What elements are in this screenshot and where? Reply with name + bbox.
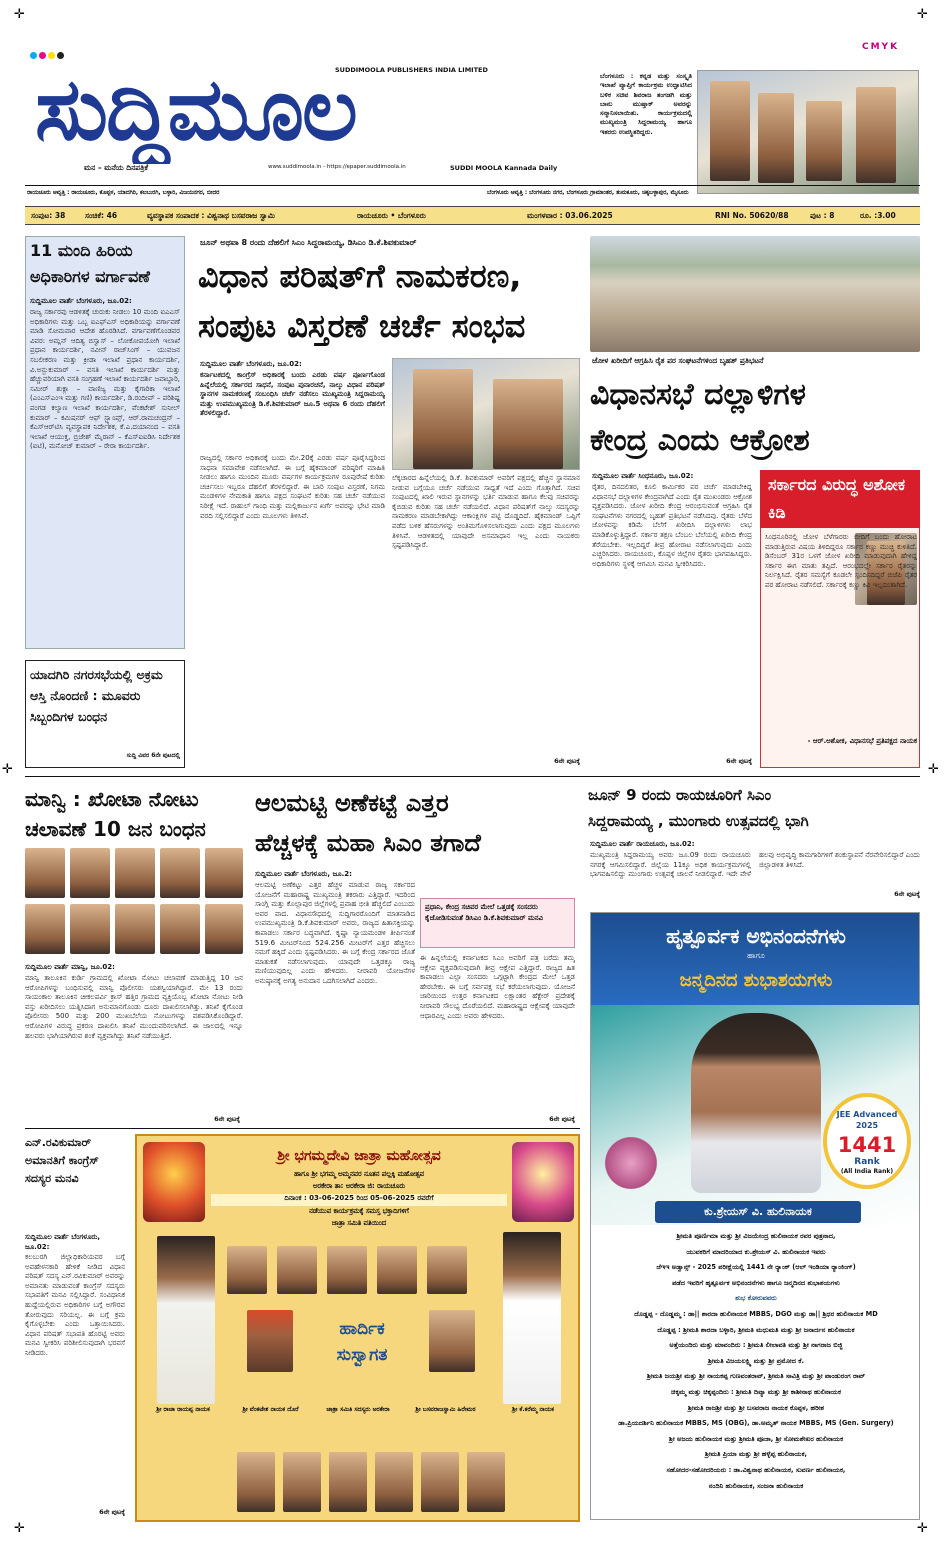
congrats-line: ದೊಡ್ಡಪ್ಪ : ಶ್ರೀಮತಿ ಶಾರದಾ ಬಳ್ಳಾರಿ, ಶ್ರೀಮತಿ ಮಧುಮತಿ ಮತ್ತು ಶ್ರೀ ಜನಾರ್ದನ ಹುಲಿನಾಯಕ xyxy=(657,1325,855,1334)
farmers-photo xyxy=(590,236,920,352)
congrats-line: ಶ್ರೀ ಅಜಯ ಹುಲಿನಾಯಕ ಮತ್ತು ಶ್ರೀಮತಿ ಪೂಜಾ, ಶ್ರೀ ಸೋಮಶೇಖರ ಹುಲಿನಾಯಕ xyxy=(668,1434,844,1443)
section-rule-2 xyxy=(25,1128,580,1129)
accused-photo xyxy=(205,904,243,954)
jatra-name: ಶ್ರೀ ವೆಂಕಟೇಶ ನಾಯಕ ದೊರೆ xyxy=(242,1406,299,1413)
committee-photo xyxy=(283,1452,321,1512)
committee-photo xyxy=(329,1452,367,1512)
farmers-caption: ಜೋಳ ಖರೀದಿಗೆ ಆಗ್ರಹಿಸಿ ರೈತ ಪರ ಸಂಘಟನೆಗಳಿಂದ ಬೃಹತ್ ಪ್ರತಿಭಟನೆ xyxy=(592,356,764,365)
registration-mark-bottom-right: ✛ xyxy=(917,1521,928,1536)
committee-photo xyxy=(467,1452,505,1512)
cm-visit-body: ಮುಖ್ಯಮಂತ್ರಿ ಸಿದ್ದರಾಮಯ್ಯ ಅವರು ಜೂ.09 ರಂದು ರಾಯಚೂರು ನಗರಕ್ಕೆ ಆಗಮಿಸಲಿದ್ದಾರೆ. ಜಿಲ್ಲೆಯ 11ಕ್ಕೂ ಅಧಿಕ ಕಾರ್ಯಕ್ರಮಗಳಲ್ಲಿ ಭಾಗವಹಿಸಲಿದ್ದು ಮುಂಗಾರು ಉತ್ಸವಕ್ಕೆ ಚಾಲನೆ ನೀಡಲಿದ್ದಾರೆ. ಇದೇ ವೇಳೆ ಹಲವು ಅಭಿವೃದ್ಧಿ ಕಾಮಗಾರಿಗಳಿಗೆ ಶಂಕುಸ್ಥಾಪನೆ ನೆರವೇರಿಸಲಿದ್ದಾರೆ ಎಂದು ಜಿಲ್ಲಾಡಳಿತ ತಿಳಿಸಿದೆ. xyxy=(590,851,920,879)
jatra-name: ಶ್ರೀ ಬಸವರಾಜಸ್ವಾಮಿ ಹಿರೇಮಠ xyxy=(415,1406,476,1413)
almatti-headline-line1: ಆಲಮಟ್ಟಿ ಅಣೆಕಟ್ಟೆ ಎತ್ತರ xyxy=(255,789,449,817)
editor-label: ವ್ಯವಸ್ಥಾಪಕ ಸಂಪಾದಕ : ವಿಶ್ವನಾಥ ಬಸವರಾಜ ಸ್ವಾಮಿ xyxy=(147,210,275,220)
congrats-ad xyxy=(590,912,920,1520)
congrats-line: ದೊಡ್ಡಪ್ಪ - ದೊಡ್ಡಮ್ಮ : ಡಾ|| ಶಾರದಾ ಹುಲಿನಾಯಕ MBBS, DGO ಮತ್ತು ಡಾ|| ಶ್ರಿಧರ ಹುಲಿನಾಯಕ MD xyxy=(634,1309,878,1318)
jatra-dates: ದಿನಾಂಕ : 03-06-2025 ರಿಂದ 05-06-2025 ರವರೆಗೆ xyxy=(211,1194,507,1206)
masthead-website: www.suddimoola.in - https://epaper.suddimoola.in xyxy=(268,164,406,170)
transfers-headline: 11 ಮಂದಿ ಹಿರಿಯ ಅಧಿಕಾರಿಗಳ ವರ್ಗಾವಣೆ xyxy=(30,241,150,286)
publisher-name: SUDDIMOOLA PUBLISHERS INDIA LIMITED xyxy=(335,66,488,74)
jatra-line3: ಜಾತ್ರಾ ಸಮಿತಿ ವತಿಯಿಂದ xyxy=(331,1219,387,1227)
leader-photo xyxy=(277,1246,317,1294)
accused-photos xyxy=(25,848,243,958)
accused-photo xyxy=(205,848,243,898)
congrats-line: ನಂದಿನಿ ಹುಲಿನಾಯಕ, ಸಂಜನಾ ಹುಲಿನಾಯಕ xyxy=(708,1481,804,1490)
cm-visit-headline-line1: ಜೂನ್ 9 ರಂದು ರಾಯಚೂರಿಗೆ ಸಿಎಂ xyxy=(588,786,772,804)
accused-photo xyxy=(25,848,65,898)
goddess-image-right xyxy=(512,1142,574,1222)
registration-mark-mid-left: ✛ xyxy=(2,762,13,777)
jatra-welcome-2: ಸುಸ್ವಾಗತ xyxy=(336,1345,388,1365)
congrats-ad-lines xyxy=(599,1229,913,1515)
jee-badge-sub: (All India Rank) xyxy=(840,1168,894,1175)
almatti-box: ಪ್ರಧಾನಿ, ಕೇಂದ್ರ ಸಚಿವರ ಮೇಲೆ ಒತ್ತಡಕ್ಕೆ ಸಂಸದರು ಕೈಜೋಡಿಸುವಂತೆ ಡಿಸಿಎಂ ಡಿ.ಕೆ.ಶಿವಕುಮಾರ್ ಮನವಿ xyxy=(420,898,575,948)
masthead-title: ಸುದ್ದಿಮೂಲ xyxy=(35,60,356,160)
cm-visit-byline: ಸುದ್ದಿಮೂಲ ವಾರ್ತೆ ರಾಯಚೂರು, ಜೂ.02: xyxy=(590,840,695,848)
flowers-decoration xyxy=(601,1133,661,1193)
transfers-byline: ಸುದ್ದಿಮೂಲ ವಾರ್ತೆ ಬೆಂಗಳೂರು, ಜೂ.02: xyxy=(30,297,132,305)
accused-photo xyxy=(70,848,110,898)
congrats-line: ಪಡೆದ ಇವರಿಗೆ ಹೃತ್ಪೂರ್ವಕ ಅಭಿನಂದನೆಗಳು ಹಾಗೂ ಜನ್ಮದಿನದ ಶುಭಾಶಯಗಳು xyxy=(672,1278,840,1287)
congrats-line: ಶ್ರೀಮತಿ ವಿಜಯಲಕ್ಷ್ಮಿ ಮತ್ತು ಶ್ರೀ ಪ್ರಮೋದ ಕೆ. xyxy=(708,1356,804,1365)
congrats-ad-and: ಹಾಗೂ xyxy=(747,951,765,960)
pages-label: ಪುಟ : 8 xyxy=(810,210,835,220)
committee-photo xyxy=(375,1452,413,1512)
accused-photo xyxy=(70,904,110,954)
jatra-line2: ನಡೆಯುವ ಕಾರ್ಯಕ್ರಮಕ್ಕೆ ಸಮಸ್ತ ಭಕ್ತಾದಿಗಳಿಗೆ xyxy=(309,1207,409,1215)
ravi-byline: ಸುದ್ದಿಮೂಲ ವಾರ್ತೆ ಬೆಂಗಳೂರು, ಜೂ.02: xyxy=(25,1233,101,1251)
lead-kicker: ಜೂನ್ ಅಥವಾ 8 ರಂದು ದೆಹಲಿಗೆ ಸಿಎಂ ಸಿದ್ದರಾಮಯ್ಯ, ಡಿಸಿಎಂ ಡಿ.ಕೆ.ಶಿವಕುಮಾರ್ xyxy=(200,238,417,247)
jatra-title: ಶ್ರೀ ಭಗಮ್ಮದೇವಿ ಜಾತ್ರಾ ಮಹೋತ್ಸವ xyxy=(277,1148,441,1164)
farmers-body: ರೈತರ, ದಿನದಲಿತರ, ಕೂಲಿ ಕಾರ್ಮಿಕರ ಪರ ಚರ್ಚೆ ಮಾಡಬೇಕಿದ್ದ ವಿಧಾನಸಭೆ ದಲ್ಲಾಳಿಗಳ ಕೇಂದ್ರವಾಗಿದೆ ಎಂದು ರೈತ ಮುಖಂಡರು ಆಕ್ರೋಶ ವ್ಯಕ್ತಪಡಿಸಿದರು. ಜೋಳ ಖರೀದಿ ಕೇಂದ್ರ ಆರಂಭಿಸುವಂತೆ ಆಗ್ರಹಿಸಿ ರೈತ ಸಂಘಟನೆಗಳು ನಗರದಲ್ಲಿ ಬೃಹತ್ ಪ್ರತಿಭಟನೆ ನಡೆಸಿದವು. ರೈತರು ಬೆಳೆದ ಜೋಳವನ್ನು ಕಡಿಮೆ ಬೆಲೆಗೆ ಖರೀದಿಸಿ ದಲ್ಲಾಳಿಗಳು ಲಾಭ ಮಾಡಿಕೊಳ್ಳುತ್ತಿದ್ದಾರೆ. ಸರ್ಕಾರ ತಕ್ಷಣ ಬೆಂಬಲ ಬೆಲೆಯಲ್ಲಿ ಖರೀದಿ ಕೇಂದ್ರ ತೆರೆಯಬೇಕು. ಇಲ್ಲದಿದ್ದರೆ ತೀವ್ರ ಹೋರಾಟ ನಡೆಸಲಾಗುವುದು ಎಂದು ಎಚ್ಚರಿಸಿದರು. ರಾಯಚೂರು, ಕೊಪ್ಪಳ ಜಿಲ್ಲೆಗಳ ರೈತರು ಭಾಗವಹಿಸಿದ್ದರು. ಅಧಿಕಾರಿಗಳು ಸ್ಥಳಕ್ಕೆ ಆಗಮಿಸಿ ಮನವಿ ಸ್ವೀಕರಿಸಿದರು. xyxy=(592,483,752,568)
jatra-name: ಜಾತ್ರಾ ಸಮಿತಿ ಸದಸ್ಯರು ಅರಕೇರಾ xyxy=(326,1406,390,1413)
accused-photo xyxy=(160,904,200,954)
congrats-line: ಶ್ರೀಮತಿ ಪೂರ್ಣಿಮಾ ಮತ್ತು ಶ್ರೀ ವಿಜಯೇಂದ್ರ ಹುಲಿನಾಯಕ ರವರ ಪುತ್ರನಾದ, xyxy=(676,1232,836,1240)
congrats-line: ಶುಭ ಕೋರುವವರು xyxy=(735,1294,777,1303)
lead-lede: ಕರ್ನಾಟಕದಲ್ಲಿ ಕಾಂಗ್ರೆಸ್ ಅಧಿಕಾರಕ್ಕೆ ಬಂದು ಎರಡು ವರ್ಷ ಪೂರ್ಣಗೊಂಡ ಹಿನ್ನೆಲೆಯಲ್ಲಿ ಸರ್ಕಾರದ ಸಾಧನೆ, ಸಂಪುಟ ಪುನಾರಚನೆ, ನಾಲ್ಕು ವಿಧಾನ ಪರಿಷತ್ ಸ್ಥಾನಗಳ ನಾಮಕರಣಕ್ಕೆ ಸಂಬಂಧಿಸಿ ಚರ್ಚೆ ನಡೆಸಲು ಮುಖ್ಯಮಂತ್ರಿ ಸಿದ್ದರಾಮಯ್ಯ ಮತ್ತು ಉಪಮುಖ್ಯಮಂತ್ರಿ ಡಿ.ಕೆ.ಶಿವಕುಮಾರ್ ಜೂ.5 ಅಥವಾ 6 ರಂದು ದೆಹಲಿಗೆ ತೆರಳಲಿದ್ದಾರೆ. xyxy=(200,371,385,418)
jee-badge-title: JEE Advanced 2025 xyxy=(836,1110,898,1130)
notes-headline-line2: ಚಲಾವಣೆ 10 ಜನ ಬಂಧನ xyxy=(25,817,206,841)
farmers-more: 6ನೇ ಪುಟಕ್ಕೆ xyxy=(726,757,752,765)
congrats-line: ಜೆಇಇ ಅಡ್ವಾನ್ಸ್ - 2025 ಪರೀಕ್ಷೆಯಲ್ಲಿ 1441 ನೇ ರ‍್ಯಾಂಕ್ (ಆಲ್ ಇಂಡಿಯಾ ರ‍್ಯಾಂಕಿಂಗ್) xyxy=(656,1263,856,1272)
top-photo-caption: ಬೆಂಗಳೂರು : ಕನ್ನಡ ಮತ್ತು ಸಂಸ್ಕೃತಿ ಇಲಾಖೆ ವ್ಯಾಪ್ತಿಗೆ ಕಾರ್ಯಕ್ರಮ ಉದ್ಘಾಟಿಸಿದ ಬಳಿಕ ಸಚಿವ ಶಿವರಾಜ ತಂಗಡಗಿ ಮತ್ತು ಬಾನು ಮುಷ್ತಾಕ್ ಅವರನ್ನು ಸನ್ಮಾನಿಸಲಾಯಿತು. ಕಾರ್ಯಕ್ರಮದಲ್ಲಿ ಮುಖ್ಯಮಂತ್ರಿ ಸಿದ್ದರಾಮಯ್ಯ ಹಾಗೂ ಇತರರು ಉಪಸ್ಥಿತರಿದ್ದರು. xyxy=(600,72,692,136)
rni-label: RNI No. 50620/88 xyxy=(715,211,789,220)
farmers-headline-line2: ಕೇಂದ್ರ ಎಂದು ಆಕ್ರೋಶ xyxy=(590,423,810,458)
jatra-name: ಶ್ರೀ ಕೆ.ಕರೆಮ್ಮ ನಾಯಕ xyxy=(512,1406,554,1413)
ravi-body: ಕಲಬುರಗಿ ಜಿಲ್ಲಾಧಿಕಾರಿಯವರ ಬಗ್ಗೆ ಅವಹೇಳನಕಾರಿ ಹೇಳಿಕೆ ನೀಡಿದ ವಿಧಾನ ಪರಿಷತ್ ಸದಸ್ಯ ಎನ್.ರವಿಕುಮಾರ್ ಅವರನ್ನು ಅಮಾನತು ಮಾಡುವಂತೆ ಕಾಂಗ್ರೆಸ್ ಸದಸ್ಯರು ಸಭಾಪತಿಗೆ ಮನವಿ ಸಲ್ಲಿಸಿದ್ದಾರೆ. ಸಂವಿಧಾನಿಕ ಹುದ್ದೆಯಲ್ಲಿರುವ ಅಧಿಕಾರಿಗಳ ಬಗ್ಗೆ ಅಗೌರವ ತೋರುವುದು ಸರಿಯಲ್ಲ. ಈ ಬಗ್ಗೆ ಕ್ರಮ ಕೈಗೊಳ್ಳಬೇಕು ಎಂದು ಒತ್ತಾಯಿಸಿದರು. ವಿಧಾನ ಪರಿಷತ್ ಸಭಾಪತಿ ಹೊರಟ್ಟಿ ಅವರು ಮನವಿ ಸ್ವೀಕರಿಸಿ ಪರಿಶೀಲಿಸುವುದಾಗಿ ಭರವಸೆ ನೀಡಿದರು. xyxy=(25,1253,125,1357)
almatti-more: 6ನೇ ಪುಟಕ್ಕೆ xyxy=(549,1115,575,1123)
cm-visit-more: 6ನೇ ಪುಟಕ್ಕೆ xyxy=(894,890,920,898)
ravi-more: 6ನೇ ಪುಟಕ್ಕೆ xyxy=(99,1508,125,1516)
ashoka-body: ಸಿಂಧನೂರಿನಲ್ಲಿ ಜೋಳ ಬೆಳೆಗಾರರು ಬೀದಿಗೆ ಬಂದು ಹೋರಾಟ ಮಾಡುತ್ತಿರುವ ವಿಷಯ ತಿಳಿದಿದ್ದರೂ ಸರ್ಕಾರ ಕಣ್ಣು ಮುಚ್ಚಿ ಕುಳಿತಿದೆ. ಡಿಸೆಂಬರ್ 31ರ ಒಳಗೆ ಜೋಳ ಖರೀದಿ ಮಾಡುವುದಾಗಿ ಹೇಳಿದ್ದ ಸರ್ಕಾರ ಈಗ ಮಾತು ತಪ್ಪಿದೆ. ಆರಂಭದಲ್ಲೇ ಸರ್ಕಾರ ರೈತರನ್ನು ನಿರ್ಲಕ್ಷಿಸಿದೆ. ರೈತರ ಸಮಸ್ಯೆಗೆ ಕೂಡಲೇ ಸ್ಪಂದಿಸದಿದ್ದರೆ ಬಿಜೆಪಿ ರೈತರ ಪರ ಹೋರಾಟ ನಡೆಸಲಿದೆ. ಸರ್ಕಾರಕ್ಕೆ ಕಣ್ಣು ಕಿವಿ ಇಲ್ಲದಂತಾಗಿದೆ. xyxy=(765,533,917,589)
jatra-welcome-1: ಹಾರ್ದಿಕ xyxy=(339,1319,385,1339)
accused-photo xyxy=(160,848,200,898)
leader-photo xyxy=(327,1246,367,1294)
congrats-line: ಶ್ರೀಮತಿ ಜಯಶ್ರೀ ಮತ್ತು ಶ್ರೀ ನಾಯಕಪ್ಪ ಗುಣವಂತರಾವ್, ಶ್ರೀಮತಿ ಸಾವಿತ್ರಿ ಮತ್ತು ಶ್ರೀ ಪಾಂಡುರಂಗ ರಾವ್ xyxy=(646,1372,866,1381)
yadgir-more: ಸುದ್ದಿ ವಿವರ 6ನೇ ಪುಟದಲ್ಲಿ xyxy=(126,752,180,759)
edition-left: ರಾಯಚೂರು ಆವೃತ್ತಿ : ರಾಯಚೂರು, ಕೊಪ್ಪಳ, ಯಾದಗಿರಿ, ಕಲಬುರಗಿ, ಬಳ್ಳಾರಿ, ವಿಜಯನಗರ, ಬೀದರ xyxy=(27,190,220,196)
lead-headline-line2: ಸಂಪುಟ ವಿಸ್ತರಣೆ ಚರ್ಚೆ ಸಂಭವ xyxy=(198,307,526,345)
jatra-subtitle: ಹಾಗೂ ಶ್ರೀ ಭಗಮ್ಮ ಅಮ್ಮನವರ ನೂತನ ಪಲ್ಲಕ್ಕಿ ಮಹೋತ್ಸವ xyxy=(294,1170,424,1178)
registration-mark-top-right: ✛ xyxy=(917,7,928,22)
notes-headline-line1: ಮಾನ್ವಿ : ಖೋಟಾ ನೋಟು xyxy=(25,787,199,811)
notes-body: ಮಾನ್ವಿ ತಾಲೂಕಿನ ಕುರ್ಡಿ ಗ್ರಾಮದಲ್ಲಿ ಖೋಟಾ ನೋಟು ಚಲಾವಣೆ ಮಾಡುತ್ತಿದ್ದ 10 ಜನ ಆರೋಪಿಗಳನ್ನು ಬಂಧಿಸುವಲ್ಲಿ ಮಾನ್ವಿ ಪೊಲೀಸರು ಯಶಸ್ವಿಯಾಗಿದ್ದಾರೆ. ಮೇ 13 ರಂದು ಸಾಯಂಕಾಲ ತಾಲೂಕಿನ ಚೀಕಲಪರ್ವಿ ಕ್ರಾಸ್ ಹತ್ತಿರ ಗ್ರಾಮದ ವ್ಯಕ್ತಿಯೊಬ್ಬ ಖೋಟಾ ನೋಟು ನೀಡಿ ವಸ್ತು ಖರೀದಿಸಲು ಯತ್ನಿಸಿದಾಗ ಅನುಮಾನಗೊಂಡು ದೂರು ದಾಖಲಿಸಲಾಗಿತ್ತು. ತನಿಖೆ ಕೈಗೊಂಡ ಪೊಲೀಸರು 500 ಮತ್ತು 200 ಮುಖಬೆಲೆಯ ನೋಟುಗಳನ್ನು ವಶಪಡಿಸಿಕೊಂಡಿದ್ದಾರೆ. ಆರೋಪಿಗಳ ವಿರುದ್ಧ ಪ್ರಕರಣ ದಾಖಲಿಸಿ ತನಿಖೆ ಮುಂದುವರಿಸಲಾಗಿದೆ. ಈ ಜಾಲದಲ್ಲಿ ಇನ್ನೂ ಹಲವರು ಭಾಗಿಯಾಗಿರುವ ಶಂಕೆ ವ್ಯಕ್ತವಾಗಿದ್ದು ತನಿಖೆ ನಡೆಯುತ್ತಿದೆ. xyxy=(25,974,243,1040)
registration-mark-bottom-left: ✛ xyxy=(14,1521,25,1536)
congrats-line: ಶ್ರೀಮತಿ ರಾಜಶ್ರೀ ಮತ್ತು ಶ್ರೀ ಬಸವರಾಜ ನಾಯಕ ಕೊಪ್ಪಳ, ಹರೀಶ xyxy=(687,1403,825,1412)
section-rule-1 xyxy=(25,776,920,777)
congrats-line: ಯುವಕರಿಗೆ ಮಾದರಿಯಾದ ಕು.ಶ್ರೇಯಸ್ ವಿ. ಹುಲಿನಾಯಕ ಇವರು xyxy=(686,1247,826,1256)
jatra-names xyxy=(143,1406,573,1446)
lead-headline-line1: ವಿಧಾನ ಪರಿಷತ್‌ಗೆ ನಾಮಕರಣ, xyxy=(198,257,522,295)
ravi-headline: ಎನ್.ರವಿಕುಮಾರ್ ಅಮಾನತಿಗೆ ಕಾಂಗ್ರೆಸ್ ಸದಸ್ಯರ ಮನವಿ xyxy=(25,1136,99,1185)
accused-photo xyxy=(115,848,155,898)
committee-photo xyxy=(237,1452,275,1512)
student-photo xyxy=(691,1013,821,1193)
cities-label: ರಾಯಚೂರು • ಬೆಂಗಳೂರು xyxy=(357,210,426,220)
congrats-line: ಸಹೋದರ-ಸಹೋದರಿಯರು : ಡಾ.ವಿಶ್ವನಾಥ ಹುಲಿನಾಯಕ, ಸುವರ್ಣ ಹುಲಿನಾಯಕ, xyxy=(666,1465,846,1474)
leader-photo xyxy=(503,1232,561,1404)
leader-photo xyxy=(429,1310,475,1372)
lead-byline: ಸುದ್ದಿಮೂಲ ವಾರ್ತೆ ಬೆಂಗಳೂರು, ಜೂ.02: xyxy=(200,360,302,368)
jee-badge-rank-label: Rank xyxy=(854,1157,880,1167)
accused-photo xyxy=(25,904,65,954)
volume-label: ಸಂಪುಟ: 38 xyxy=(31,210,66,220)
top-news-photo xyxy=(697,70,919,194)
almatti-byline: ಸುದ್ದಿಮೂಲ ವಾರ್ತೆ ಬೆಂಗಳೂರು, ಜೂ.2: xyxy=(255,870,352,878)
notes-more: 6ನೇ ಪುಟಕ್ಕೆ xyxy=(214,1115,240,1123)
transfers-body: ರಾಜ್ಯ ಸರ್ಕಾರವು ಆಡಳಿತಕ್ಕೆ ಚುರುಕು ನೀಡಲು 10 ಮಂದಿ ಐಎಎಸ್ ಅಧಿಕಾರಿಗಳು ಮತ್ತು ಒಬ್ಬ ಐಎಫ್‌ಎಸ್ ಅಧಿಕಾರಿಯನ್ನು ವರ್ಗಾವಣೆ ಮಾಡಿ ಸೋಮವಾರ ಆದೇಶ ಹೊರಡಿಸಿದೆ. ವರ್ಗಾವಣೆಗೊಂಡವರ ವಿವರ: ಅಮ್ಲನ್ ಆದಿತ್ಯ ಬಿಸ್ವಾಸ್ – ಲೋಕೋಪಯೋಗಿ ಇಲಾಖೆ ಪ್ರಧಾನ ಕಾರ್ಯದರ್ಶಿ, ನವೀನ್ ರಾಜ್‌ಸಿಂಗ್ – ಯುವಜನ ಸಬಲೀಕರಣ ಮತ್ತು ಕ್ರೀಡಾ ಇಲಾಖೆ ಪ್ರಧಾನ ಕಾರ್ಯದರ್ಶಿ, ವಿ.ಅನ್ಬುಕುಮಾರ್ – ವಸತಿ ಇಲಾಖೆ ಕಾರ್ಯದರ್ಶಿ ಮತ್ತು ಹೆಚ್ಚುವರಿಯಾಗಿ ವಸತಿ ಸಂಗ್ರಹಣೆ ಇಲಾಖೆ ಕಾರ್ಯದರ್ಶಿ ಜವಾಬ್ದಾರಿ, ಸಮೀರ್ ಶುಕ್ಲಾ – ವಾಣಿಜ್ಯ ಮತ್ತು ಕೈಗಾರಿಕಾ ಇಲಾಖೆ (ಎಂಎಸ್‌ಎಂಇ ಮತ್ತು ಗಣಿ) ಕಾರ್ಯದರ್ಶಿ, ಡಿ.ರಂದೀಪ್ – ಪರಿಶಿಷ್ಟ ಪಂಗಡ ಕಲ್ಯಾಣ ಇಲಾಖೆ ಕಾರ್ಯದರ್ಶಿ, ವೆಂಕಟೇಶ್ ಸುನೀಲ್ ಕುಮಾರ್ – ಕಮಿಷನರ್ ಆಫ್ ಸ್ಟ್ಯಾಂಪ್ಸ್, ಆರ್.ರಾಮಚಂದ್ರನ್ – ಕೆಎಸ್‌ಆರ್‌ಟಿಸಿ ವ್ಯವಸ್ಥಾಪಕ ನಿರ್ದೇಶಕ, ಕೆ.ಎ.ದಯಾನಂದ – ವಸತಿ ಇಲಾಖೆ ಆಯುಕ್ತ, ಬ್ರಿಜೇಶ್ ಮೈರಾನ್ – ಕೆಎಸ್‌ಐಐಡಿಸಿ ನಿರ್ದೇಶಕ (ಐಟಿ), ಮನೋಜ್ ಕುಮಾರ್ – ರೇರಾ ಕಾರ್ಯದರ್ಶಿ. xyxy=(30,308,180,451)
ashoka-signature: - ಆರ್.ಅಶೋಕ, ವಿಧಾನಸಭೆ ಪ್ರತಿಪಕ್ಷದ ನಾಯಕ xyxy=(807,737,917,745)
congrats-line: ಚಿಕ್ಕಮ್ಮ ಮತ್ತು ಚಿಕ್ಕಪ್ಪಂದಿರು : ಶ್ರೀಮತಿ ದಿವ್ಯಾ ಮತ್ತು ಶ್ರೀ ಕಾಶೀನಾಥ ಹುಲಿನಾಯಕ xyxy=(671,1387,841,1396)
notes-byline: ಸುದ್ದಿಮೂಲ ವಾರ್ತೆ ಮಾನ್ವಿ, ಜೂ.02: xyxy=(25,963,115,971)
ashoka-headline: ಸರ್ಕಾರದ ವಿರುದ್ಧ ಅಶೋಕ ಕಿಡಿ xyxy=(760,470,920,528)
congrats-ad-title: ಹೃತ್ಪೂರ್ವಕ ಅಭಿನಂದನೆಗಳು xyxy=(666,924,846,948)
farmers-byline: ಸುದ್ದಿಮೂಲ ವಾರ್ತೆ ಸಿಂಧನೂರು, ಜೂ.02: xyxy=(592,472,694,480)
leader-photo xyxy=(157,1236,215,1404)
committee-photo-row xyxy=(157,1452,557,1516)
accused-photo xyxy=(115,904,155,954)
masthead-tagline: ಮನ – ಮನೆಯ ದಿನಪತ್ರಿಕೆ xyxy=(84,163,149,172)
registration-mark-mid-right: ✛ xyxy=(928,762,939,777)
congrats-line: ಡಾ.ಪ್ರಿಯದರ್ಶಿನಿ ಹುಲಿನಾಯಕ MBBS, MS (OBG), ಡಾ.ಅಮೃತ್ ನಾಯಕ MBBS, MS (Gen. Surgery) xyxy=(618,1419,894,1428)
price-label: ರೂ. :3.00 xyxy=(860,210,896,220)
cm-visit-headline-line2: ಸಿದ್ದರಾಮಯ್ಯ , ಮುಂಗಾರು ಉತ್ಸವದಲ್ಲಿ ಭಾಗಿ xyxy=(588,812,809,830)
yadgir-headline: ಯಾದಗಿರಿ ನಗರಸಭೆಯಲ್ಲಿ ಅಕ್ರಮ ಆಸ್ತಿ ನೊಂದಣಿ : ಮೂವರು ಸಿಬ್ಬಂದಿಗಳ ಬಂಧನ xyxy=(30,667,163,724)
student-name-banner: ಕು.ಶ್ರೇಯಸ್ ವಿ. ಹುಲಿನಾಯಕ xyxy=(655,1201,861,1223)
lead-photo xyxy=(392,358,580,470)
jee-badge xyxy=(823,1093,911,1189)
masthead-rule xyxy=(25,185,920,186)
committee-photo xyxy=(421,1452,459,1512)
color-dots xyxy=(30,44,66,52)
issue-label: ಸಂಚಿಕೆ: 46 xyxy=(85,210,118,220)
jatra-ad xyxy=(135,1134,580,1522)
jatra-name: ಶ್ರೀ ರಾಜಾ ರಾಯಪ್ಪ ನಾಯಕ xyxy=(156,1406,210,1413)
congrats-ad-subtitle: ಜನ್ಮದಿನದ ಶುಭಾಶಯಗಳು xyxy=(679,970,833,991)
leader-photo xyxy=(427,1246,467,1294)
farmers-headline-line1: ವಿಧಾನಸಭೆ ದಲ್ಲಾಳಿಗಳ xyxy=(590,377,806,412)
masthead-english-name: SUDDI MOOLA Kannada Daily xyxy=(450,164,558,172)
jatra-place: ಅರಕೇರಾ ತಾ: ಅರಕೇರಾ ಜಿ: ರಾಯಚೂರು xyxy=(312,1182,406,1190)
leader-photo xyxy=(377,1246,417,1294)
almatti-headline-line2: ಹೆಚ್ಚಳಕ್ಕೆ ಮಹಾ ಸಿಎಂ ತಗಾದೆ xyxy=(255,829,481,857)
leader-photo xyxy=(247,1310,293,1372)
lead-body-col2: ಲೆಕ್ಕಚಾರದ ಹಿನ್ನೆಲೆಯಲ್ಲಿ ಡಿ.ಕೆ. ಶಿವಕುಮಾರ್ ಅವರಿಗೆ ಪಕ್ಷದಲ್ಲಿ ಹೆಚ್ಚಿನ ಸ್ಥಾನಮಾನ ನೀಡುವ ಬಗ್ಗೆಯೂ ಚರ್ಚೆ ನಡೆಯುವ ಸಾಧ್ಯತೆ ಇದೆ ಎಂದು ಗೊತ್ತಾಗಿದೆ. ಸಚಿವ ಸಂಪುಟದಲ್ಲಿ ಖಾಲಿ ಇರುವ ಸ್ಥಾನಗಳನ್ನು ಭರ್ತಿ ಮಾಡುವ ಹಾಗೂ ಕೆಲವು ಸಚಿವರನ್ನು ಕೈಬಿಡುವ ಕುರಿತು ಸಹ ಚರ್ಚೆ ನಡೆಯಲಿದೆ. ವಿಧಾನ ಪರಿಷತ್‌ಗೆ ನಾಲ್ಕು ಸದಸ್ಯರನ್ನು ನಾಮಕರಣ ಮಾಡಬೇಕಾಗಿದ್ದು ಆಕಾಂಕ್ಷಿಗಳ ಪಟ್ಟಿ ದೊಡ್ಡದಿದೆ. ಹೈಕಮಾಂಡ್ ಒಪ್ಪಿಗೆ ಪಡೆದ ಬಳಿಕ ಹೆಸರುಗಳನ್ನು ಅಂತಿಮಗೊಳಿಸಲಾಗುವುದು ಎಂದು ಪಕ್ಷದ ಮೂಲಗಳು ತಿಳಿಸಿವೆ. ಆಡಳಿತದಲ್ಲಿ ಯಾವುದೇ ಅಸಮಾಧಾನ ಇಲ್ಲ ಎಂದು ನಾಯಕರು ಸ್ಪಷ್ಟಪಡಿಸಿದ್ದಾರೆ. xyxy=(392,474,580,550)
lead-more: 6ನೇ ಪುಟಕ್ಕೆ xyxy=(554,757,580,765)
congrats-line: ಶ್ರೀಮತಿ ಪ್ರಿಯಾ ಮತ್ತು ಶ್ರೀ ಹಳ್ಳೆಪ್ಪ ಹುಲಿನಾಯಕ, xyxy=(704,1450,808,1459)
congrats-line: ಅತ್ತೆಯಂದಿರು ಮತ್ತು ಮಾವಂದಿರು : ಶ್ರೀಮತಿ ಲೀಲಾವತಿ ಮತ್ತು ಶ್ರೀ ನಾಗರಾಜ ಬಿಜ್ಜಿ xyxy=(669,1341,843,1350)
leader-photo xyxy=(227,1246,267,1294)
goddess-image-left xyxy=(143,1142,205,1222)
jee-badge-rank: 1441 xyxy=(837,1133,897,1157)
date-label: ಮಂಗಳವಾರ : 03.06.2025 xyxy=(527,210,613,220)
almatti-body-col2: ಈ ಹಿನ್ನಲೆಯಲ್ಲಿ ಕರ್ನಾಟಕದ ಸಿಎಂ ಅವರಿಗೆ ಪತ್ರ ಬರೆದು ತಮ್ಮ ಆಕ್ಷೇಪ ವ್ಯಕ್ತಪಡಿಸುವುದಾಗಿ ತೀವ್ರ ಆಕ್ಷೇಪ ಎತ್ತಿದ್ದಾರೆ. ರಾಜ್ಯದ ಹಿತ ಕಾಪಾಡಲು ಎಲ್ಲಾ ಸಂಸದರು ಒಗ್ಗಟ್ಟಾಗಿ ಕೇಂದ್ರದ ಮೇಲೆ ಒತ್ತಡ ಹೇರಬೇಕು. ಈ ಬಗ್ಗೆ ಸರ್ವಪಕ್ಷ ಸಭೆ ಕರೆಯಲಾಗುವುದು. ಯೋಜನೆ ಜಾರಿಯಿಂದ ಉತ್ತರ ಕರ್ನಾಟಕದ ಲಕ್ಷಾಂತರ ಹೆಕ್ಟೇರ್ ಪ್ರದೇಶಕ್ಕೆ ನೀರಾವರಿ ಸೌಲಭ್ಯ ದೊರೆಯಲಿದೆ. ಮಹಾರಾಷ್ಟ್ರದ ಆಕ್ಷೇಪಕ್ಕೆ ಯಾವುದೇ ಆಧಾರವಿಲ್ಲ ಎಂದು ಅವರು ಹೇಳಿದರು. xyxy=(420,954,575,1020)
cmyk-label: CMYK xyxy=(862,42,900,52)
edition-right: ಬೆಂಗಳೂರು ಆವೃತ್ತಿ : ಬೆಂಗಳೂರು ನಗರ, ಬೆಂಗಳೂರು ಗ್ರಾಮಾಂತರ, ತುಮಕೂರು, ಚಿಕ್ಕಬಳ್ಳಾಪುರ, ಮೈಸೂರು xyxy=(487,190,689,196)
info-bar xyxy=(25,206,920,225)
lead-body-col1: ರಾಜ್ಯದಲ್ಲಿ ಸರ್ಕಾರ ಅಧಿಕಾರಕ್ಕೆ ಬಂದು ಮೇ.20ಕ್ಕೆ ಎರಡು ವರ್ಷ ಪೂರೈಸಿದ್ದರಿಂದ ಸಾಧನಾ ಸಮಾವೇಶ ನಡೆಸಲಾಗಿದೆ. ಈ ಬಗ್ಗೆ ಹೈಕಮಾಂಡ್ ವರಿಷ್ಠರಿಗೆ ಮಾಹಿತಿ ನೀಡಲು ಹಾಗೂ ಮುಂದಿನ ಮೂರು ವರ್ಷಗಳ ಕಾರ್ಯಕ್ರಮಗಳ ರೂಪುರೇಷೆ ಕುರಿತು ಚರ್ಚಿಸಲು ಇಬ್ಬರೂ ದೆಹಲಿಗೆ ತೆರಳಲಿದ್ದಾರೆ. ಈ ಬಾರಿ ಸಂಪುಟ ವಿಸ್ತರಣೆ, ನಿಗಮ ಮಂಡಳಿಗಳ ನೇಮಕಾತಿ ಹಾಗೂ ಪಕ್ಷದ ಸಂಘಟನೆ ಕುರಿತು ಸಹ ಚರ್ಚೆ ನಡೆಯುವ ನಿರೀಕ್ಷೆ ಇದೆ. ರಾಹುಲ್ ಗಾಂಧಿ ಮತ್ತು ಮಲ್ಲಿಕಾರ್ಜುನ ಖರ್ಗೆ ಅವರನ್ನು ಭೇಟಿ ಮಾಡಿ ವರದಿ ಸಲ್ಲಿಸಲಿದ್ದಾರೆ ಎಂದು ಮೂಲಗಳು ತಿಳಿಸಿವೆ. xyxy=(200,454,385,520)
registration-mark-top-left: ✛ xyxy=(14,7,25,22)
almatti-body: ಆಲಮಟ್ಟಿ ಅಣೆಕಟ್ಟು ಎತ್ತರ ಹೆಚ್ಚಳ ಮಾಡುವ ರಾಜ್ಯ ಸರ್ಕಾರದ ಯೋಜನೆಗೆ ಮಹಾರಾಷ್ಟ್ರ ಮುಖ್ಯಮಂತ್ರಿ ತಕರಾರು ಎತ್ತಿದ್ದಾರೆ. ಇದರಿಂದ ಸಾಂಗ್ಲಿ ಮತ್ತು ಕೊಲ್ಲಾಪುರ ಜಿಲ್ಲೆಗಳಲ್ಲಿ ಪ್ರವಾಹ ಭೀತಿ ಹೆಚ್ಚಲಿದೆ ಎಂಬುದು ಅವರ ವಾದ. ವಿಧಾನಸೌಧದಲ್ಲಿ ಸುದ್ದಿಗಾರರೊಂದಿಗೆ ಮಾತನಾಡಿದ ಉಪಮುಖ್ಯಮಂತ್ರಿ ಡಿ.ಕೆ.ಶಿವಕುಮಾರ್ ಅವರು, ರಾಜ್ಯದ ಹಿತಾಸಕ್ತಿಯನ್ನು ಕಾಪಾಡಲು ಸರ್ಕಾರ ಬದ್ಧವಾಗಿದೆ. ಕೃಷ್ಣಾ ನ್ಯಾಯಮಂಡಳಿ ತೀರ್ಪಿನಂತೆ 519.6 ಮೀಟರ್‌ನಿಂದ 524.256 ಮೀಟರ್‌ಗೆ ಎತ್ತರ ಹೆಚ್ಚಿಸಲು ನಮಗೆ ಹಕ್ಕಿದೆ ಎಂದು ಸ್ಪಷ್ಟಪಡಿಸಿದರು. ಈ ಬಗ್ಗೆ ಕೇಂದ್ರ ಸರ್ಕಾರದ ಜೊತೆ ಮಾತುಕತೆ ನಡೆಸಲಾಗುವುದು. ಯಾವುದೇ ಒತ್ತಡಕ್ಕೂ ರಾಜ್ಯ ಮಣಿಯುವುದಿಲ್ಲ ಎಂದು ಹೇಳಿದರು. ನೀರಾವರಿ ಯೋಜನೆಗಳ ಅನುಷ್ಠಾನಕ್ಕೆ ಅಗತ್ಯ ಅನುದಾನ ಒದಗಿಸಲಾಗಿದೆ ಎಂದರು. xyxy=(255,881,415,985)
